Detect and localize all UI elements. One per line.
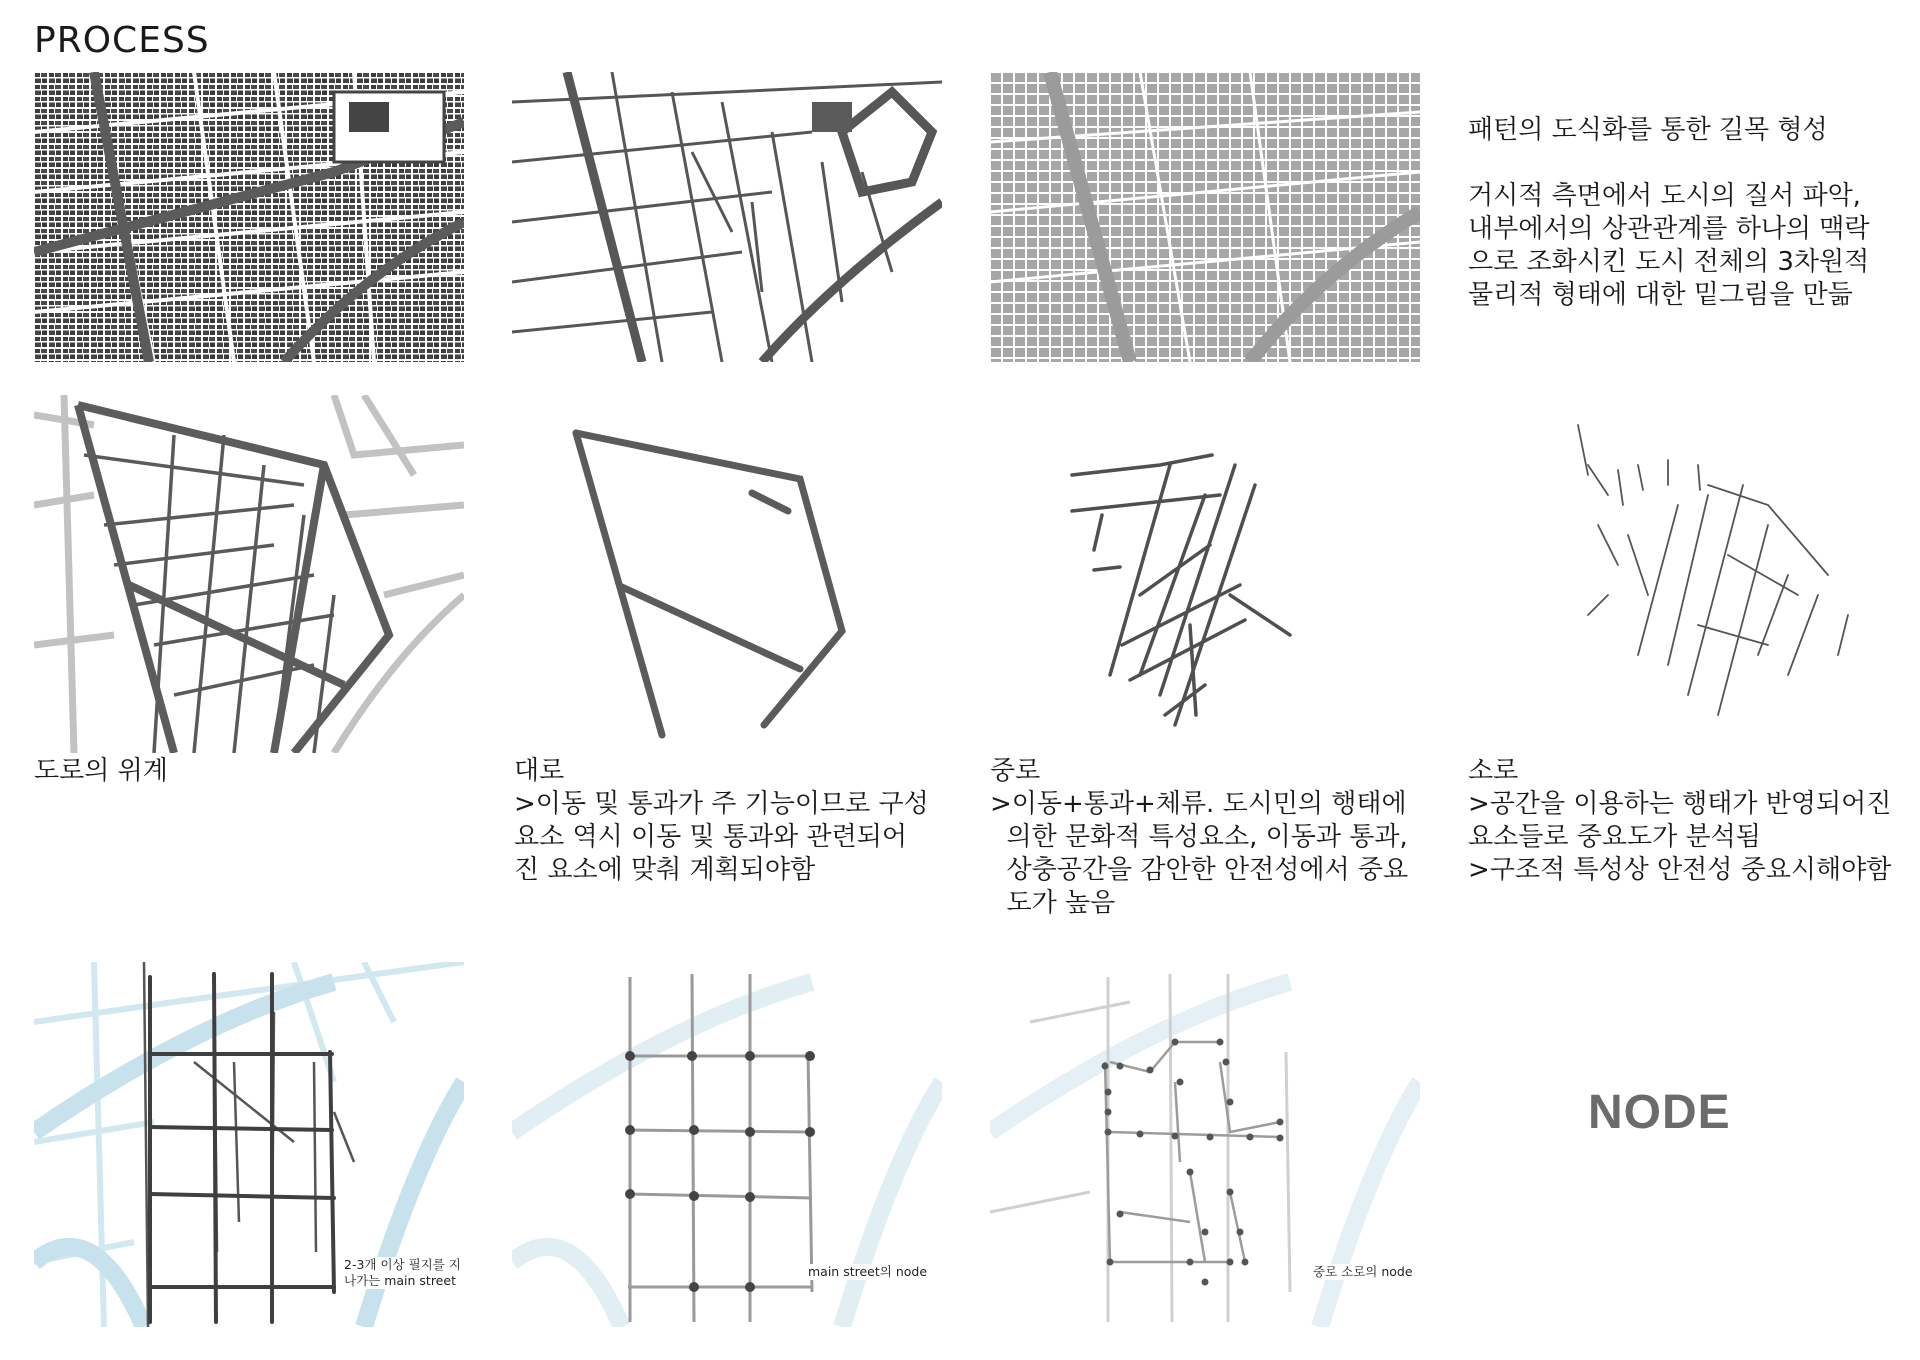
sub-node-note: 중로 소로의 node xyxy=(1313,1264,1413,1279)
minor-roads-svg xyxy=(1468,395,1898,753)
intro-line-3: 으로 조화시킨 도시 전체의 3차원적 xyxy=(1468,247,1870,277)
dense-fabric-svg xyxy=(34,72,464,362)
medium-road-line-2: 의한 문화적 특성요소, 이동과 통과, xyxy=(990,822,1408,852)
medium-road-title: 중로 xyxy=(990,756,1041,786)
node-label: NODE xyxy=(1588,1086,1731,1139)
main-street-note-1: 2-3개 이상 필지를 지 xyxy=(344,1257,461,1272)
road-outline-svg xyxy=(512,72,942,362)
minor-road-line-2: 요소들로 중요도가 분석됨 xyxy=(1468,822,1761,852)
major-road-line-1: >이동 및 통과가 주 기능이므로 구성 xyxy=(514,789,929,819)
minor-road-line-3: >구조적 특성상 안전성 중요시해야함 xyxy=(1468,855,1892,885)
medium-road-line-4: 도가 높음 xyxy=(990,888,1116,918)
medium-road-line-3: 상충공간을 감안한 안전성에서 중요 xyxy=(990,855,1409,885)
diagram-major-roads xyxy=(512,395,942,753)
page-title: PROCESS xyxy=(34,20,210,61)
medium-roads-svg xyxy=(990,395,1420,753)
minor-road-line-1: >공간을 이용하는 행태가 반영되어진 xyxy=(1468,789,1892,819)
map-gray-building-mass xyxy=(990,72,1420,362)
diagram-minor-roads xyxy=(1468,395,1898,753)
minor-road-title: 소로 xyxy=(1468,756,1519,786)
hierarchy-svg xyxy=(34,395,464,753)
intro-line-2: 내부에서의 상관관계를 하나의 맥락 xyxy=(1468,214,1870,244)
main-street-note-2: 나가는 main street xyxy=(344,1273,456,1288)
major-road-line-2: 요소 역시 이동 및 통과와 관련되어 xyxy=(514,822,907,852)
major-road-line-3: 진 요소에 맞춰 계획되야함 xyxy=(514,855,816,885)
map-road-hierarchy xyxy=(34,395,464,753)
map-dense-urban-fabric xyxy=(34,72,464,362)
map-road-network-outline xyxy=(512,72,942,362)
main-node-note: main street의 node xyxy=(808,1264,928,1279)
medium-road-line-1: >이동+통과+체류. 도시민의 행태에 xyxy=(990,789,1407,819)
hierarchy-label: 도로의 위계 xyxy=(34,756,168,786)
intro-line-4: 물리적 형태에 대한 밑그림을 만듦 xyxy=(1468,280,1853,310)
gray-mass-svg xyxy=(990,72,1420,362)
major-road-title: 대로 xyxy=(514,756,565,786)
intro-heading: 패턴의 도식화를 통한 길목 형성 xyxy=(1468,115,1828,145)
intro-line-1: 거시적 측면에서 도시의 질서 파악, xyxy=(1468,181,1861,211)
diagram-medium-roads xyxy=(990,395,1420,753)
major-roads-svg xyxy=(512,395,942,753)
